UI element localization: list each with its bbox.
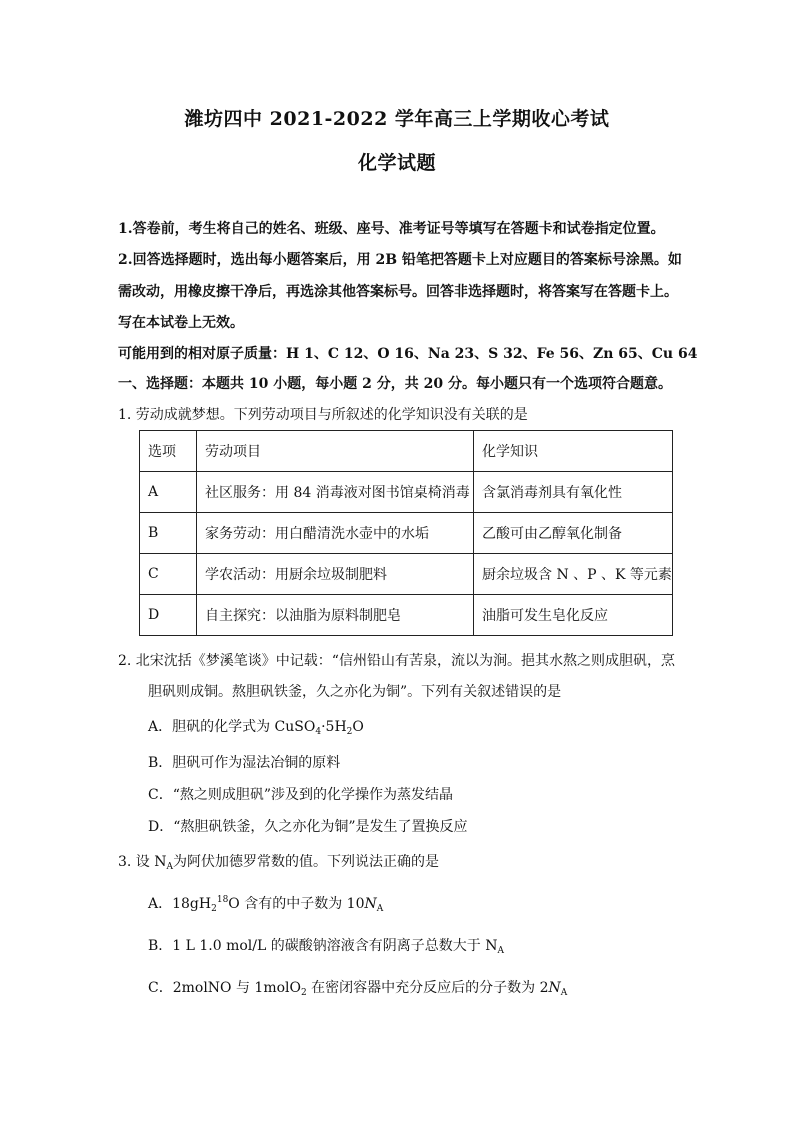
table-cell: 学农活动：用厨余垃圾制肥料 bbox=[197, 554, 474, 595]
table-cell: D bbox=[140, 595, 197, 636]
table-cell: A bbox=[140, 472, 197, 513]
table-header-cell: 选项 bbox=[140, 431, 197, 472]
exam-title: 潍坊四中 2021-2022 学年高三上学期收心考试 bbox=[184, 108, 610, 130]
question-1-table bbox=[139, 430, 673, 636]
question-1-stem: 1. 劳动成就梦想。下列劳动项目与所叙述的化学知识没有关联的是 bbox=[118, 407, 528, 423]
table-cell: C bbox=[140, 554, 197, 595]
instruction-2: 2.回答选择题时，选出每小题答案后，用 2B 铅笔把答题卡上对应题目的答案标号涂黑。如 bbox=[118, 252, 682, 268]
table-cell: B bbox=[140, 513, 197, 554]
table-header-cell: 劳动项目 bbox=[197, 431, 474, 472]
atomic-masses: 可能用到的相对原子质量：H 1、C 12、O 16、Na 23、S 32、Fe 56、Zn 65、Cu 64 bbox=[118, 346, 698, 362]
table-header-row bbox=[140, 431, 673, 472]
section-heading: 一、选择题：本题共 10 小题，每小题 2 分，共 20 分。每小题只有一个选项符合题意。 bbox=[118, 376, 672, 392]
question-2-stem: 2. 北宋沈括《梦溪笔谈》中记载：“信州铅山有苦泉，流以为涧。挹其水熬之则成胆矾，烹 bbox=[118, 653, 675, 669]
table-cell: 自主探究：以油脂为原料制肥皂 bbox=[197, 595, 474, 636]
table-row bbox=[140, 554, 673, 595]
table-cell: 含氯消毒剂具有氧化性 bbox=[474, 472, 673, 513]
exam-subtitle: 化学试题 bbox=[357, 152, 436, 174]
question-2-option-d: D．“熬胆矾铁釜，久之亦化为铜”是发生了置换反应 bbox=[148, 819, 468, 835]
question-2-stem-cont: 胆矾则成铜。熬胆矾铁釜，久之亦化为铜”。下列有关叙述错误的是 bbox=[148, 684, 562, 700]
question-3-stem: 3. 设 $N_A$为阿伏加德罗常数的值。下列说法正确的是 bbox=[118, 854, 440, 872]
table-cell: 社区服务：用 84 消毒液对图书馆桌椅消毒 bbox=[197, 472, 474, 513]
table-cell: 厨余垃圾含 N 、P 、K 等元素 bbox=[474, 554, 673, 595]
table-cell: 家务劳动：用白醋清洗水壶中的水垢 bbox=[197, 513, 474, 554]
table-cell: 乙酸可由乙醇氧化制备 bbox=[474, 513, 673, 554]
question-2-option-a: A．胆矾的化学式为 $CuSO_4\cdot 5H_2O$ bbox=[148, 719, 364, 737]
table-row bbox=[140, 513, 673, 554]
question-3-option-c: C．2molNO 与 1molO$_2$ 在密闭容器中充分反应后的分子数为 $2N_A$ bbox=[148, 980, 568, 998]
question-3-option-b: B．1 L 1.0 mol/L 的碳酸钠溶液含有阴离子总数大于 $N_A$ bbox=[148, 938, 504, 956]
table-cell: 油脂可发生皂化反应 bbox=[474, 595, 673, 636]
instruction-2-cont: 需改动，用橡皮擦干净后，再选涂其他答案标号。回答非选择题时，将答案写在答题卡上。 bbox=[118, 284, 678, 300]
table-row bbox=[140, 472, 673, 513]
instruction-2-end: 写在本试卷上无效。 bbox=[118, 315, 244, 331]
table-row bbox=[140, 595, 673, 636]
table-header-cell: 化学知识 bbox=[474, 431, 673, 472]
question-2-option-c: C．“熬之则成胆矾”涉及到的化学操作为蒸发结晶 bbox=[148, 787, 454, 803]
question-3-option-a: A．$18gH_2^{18}O$ 含有的中子数为 $10N_A$ bbox=[148, 895, 384, 914]
instruction-1: 1.答卷前，考生将自己的姓名、班级、座号、准考证号等填写在答题卡和试卷指定位置。 bbox=[118, 221, 665, 237]
question-2-option-b: B．胆矾可作为湿法冶铜的原料 bbox=[148, 755, 341, 771]
